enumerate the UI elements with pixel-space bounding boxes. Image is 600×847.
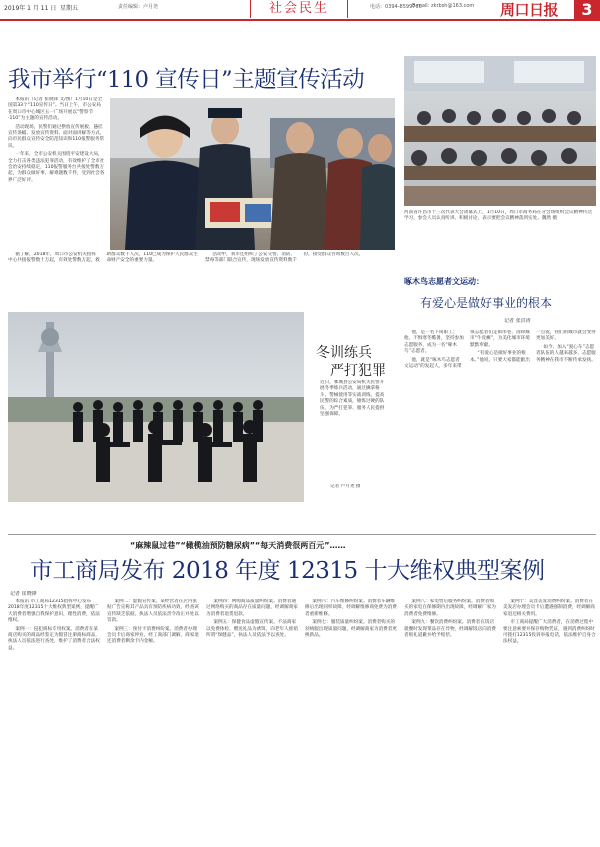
article4-paragraph: 案例四：网购商品质量纠纷案。消费者通过网络购买的商品存在质量问题，经调解商家为消费者退货退款。 [206, 599, 298, 617]
article2-photo-training [8, 312, 304, 502]
police-scene-illustration [110, 98, 395, 250]
masthead-rule [0, 19, 600, 21]
article1-photo-police [110, 98, 395, 250]
article1-paragraph: 一年来，全市公安机关围绕平安建设大局，全力打击各类违法犯罪活动，有效维护了全市社会治安持续稳定，110报警服务台共接处警数万起，为群众做好事、解难题数千件，受到社会各界广泛好评。 [8, 152, 105, 183]
article2-caption: 近日，郸城县公安局机关民警开展冬季练兵活动，通过擒拿格斗、警械使用等实战训练，提高民警的综合素质，锤炼过硬的队伍，为严打犯罪、服务人民提供坚强保障。 [320, 380, 385, 418]
issue-weekday: 星期五 [60, 5, 79, 12]
article4-paragraph: 案例二：虚假宣传案。某经营者在店内张贴广告宣称其产品具有预防疾病功效，经查该宣传缺乏依据，执法人员依法责令改正并处以罚款。 [107, 599, 199, 624]
article2-photo-credit: 记者 卢月尧 摄 [330, 484, 361, 489]
article4-byline: 记者 崔晓锋 [10, 591, 37, 597]
article3-paragraph: 如今，加入“爱心车”志愿者队伍的人越来越多，志愿服务精神在我市不断传承发扬。 [536, 344, 596, 363]
training-scene-illustration [8, 312, 304, 502]
page-number: 3 [574, 0, 600, 20]
article1-paragraph: 活动中，我市还组织了公安交警、消防、禁毒等部门联合宣传，现场发放宣传资料数千份，接受群众咨询数百人次。 [205, 252, 364, 264]
article1-meeting-caption: 河南省许昌市十三次代表大会闭幕式上，1月10日，周口市商务局在分会场组织会议精神传达学习，参会人员认真听讲、积极讨论，表示要把会议精神落到实处。魏然 摄 [404, 210, 592, 222]
article3-kicker: 啄木鸟志愿者文运动： [404, 277, 484, 286]
article1-paragraph: 据了解，2018年，周口市公安机关指挥中心共接报警数十万起，有效处警数万起，救助群众数千人次，110已成为保护人民群众生命财产安全的重要力量。 [8, 252, 198, 264]
article1-headline: 我市举行“110 宣传日”主题宣传活动 [8, 67, 365, 93]
article1-byline: 本报讯（记者 崔晓锋 文/图）1月10日是全国第33个“110宣传日”。当日上午，市公安局在周口市中心城区五一广场开展以“警察节·110”为主题的宣传活动。 [8, 97, 103, 122]
article4-paragraph: 案例九：餐饮消费纠纷案。消费者在饭店就餐时发现菜品存在异物，经调解饭店向消费者赔礼道歉并给予赔偿。 [404, 620, 496, 639]
article1-body-bottom [8, 252, 396, 298]
article3-paragraph: 他，是一名下岗职工；他，不惧寒冬酷暑，坚持参加志愿服务，成为一名“啄木鸟”志愿者。 [404, 330, 464, 355]
article4-paragraph: 案例一：侵犯商标专用权案。消费者在某商店购买的商品经鉴定为假冒注册商标商品，执法人员依法进行查处，维护了消费者合法权益。 [8, 626, 100, 651]
article4-paragraph: 案例五：保健食品虚假宣传案。不法商家以免费体检、赠送礼品为诱饵，向老年人推销所谓“保健品”，执法人员依法予以查处。 [206, 620, 298, 639]
article4-kicker: “麻辣鼠过巷”“橄榄油预防糖尿病”“每天消费很两百元”…… [130, 541, 346, 550]
article1-photo-meeting [404, 56, 596, 206]
article4-paragraph: 案例七：服装质量纠纷案。消费者购买的羽绒服出现质量问题，经调解商家为消费者更换新品。 [305, 620, 397, 639]
article1-photo-small [110, 25, 395, 65]
paper-name: 周口日报 [500, 1, 559, 19]
article4-paragraph: 案例六：汽车维修纠纷案。消费者车辆维修后出现同样故障，经调解维修商免费为消费者重新维修。 [305, 599, 397, 617]
article1-paragraph: 活动现场，民警们通过摆放宣传展板、悬挂宣传条幅、发放宣传资料、面对面讲解等方式，向市民群众宣传安全防范知识和110报警服务常识。 [8, 124, 105, 149]
article3-body [404, 330, 596, 528]
article4-paragraph: 案例三：预付卡消费纠纷案。消费者办理会员卡后商家停业，经工商部门调解，商家退还消费者剩余卡内金额。 [107, 626, 199, 645]
section-title: 社会民生 [250, 0, 348, 18]
article3-paragraph: 他，就是“啄木鸟志愿者文运动”的发起人，多年来带领志愿者们走街串巷，清除城市“牛皮癣”，为美化城市环境默默奉献。 [404, 330, 530, 370]
article4-body [8, 599, 596, 842]
section-phone: 电话：0394-8599766 [370, 4, 422, 10]
article2-headline-line1: 冬训练兵 [316, 345, 372, 361]
article4-headline: 市工商局发布 2018 年度 12315 十大维权典型案例 [30, 558, 545, 584]
article4-paragraph: 案例八：家电售后服务纠纷案。消费者购买的家电在保修期内出现故障，经调解厂家为消费者免费维修。 [404, 599, 496, 617]
article4-paragraph: 本报讯 市工商局12315指挥中心发布2018年度12315十大维权典型案例，提醒广大消费者增强自我保护意识，理性消费，依法维权。 [8, 599, 100, 624]
article4-paragraph: 案例十：美容美发消费纠纷案。消费者在美发店办理会员卡后遭遇强制消费，经调解商家退还相关费用。 [503, 599, 595, 617]
article3-headline: 有爱心是做好事业的根本 [420, 296, 553, 310]
editor-credit: 责任编辑：卢月尧 [118, 4, 159, 10]
meeting-scene-illustration [404, 56, 596, 206]
article4-paragraph: 市工商局提醒广大消费者，在消费过程中要注意索要并保存购物凭证，遇到消费纠纷时可拨打12315投诉举报电话，依法维护自身合法权益。 [503, 620, 596, 645]
article3-byline: 记者 张洪涛 [504, 318, 531, 324]
issue-date: 2019年 1 月 11 日 [4, 5, 57, 12]
article3-paragraph: “有爱心是做好事业的根本。”他说，只要大家都能献出一点爱，我们的城市就会变得更加美好。 [470, 330, 596, 363]
section-divider [8, 534, 596, 535]
article2-headline-line2: 严打犯罪 [330, 363, 386, 379]
section-email: E-mail: zkrbsh@163.com [412, 3, 475, 9]
